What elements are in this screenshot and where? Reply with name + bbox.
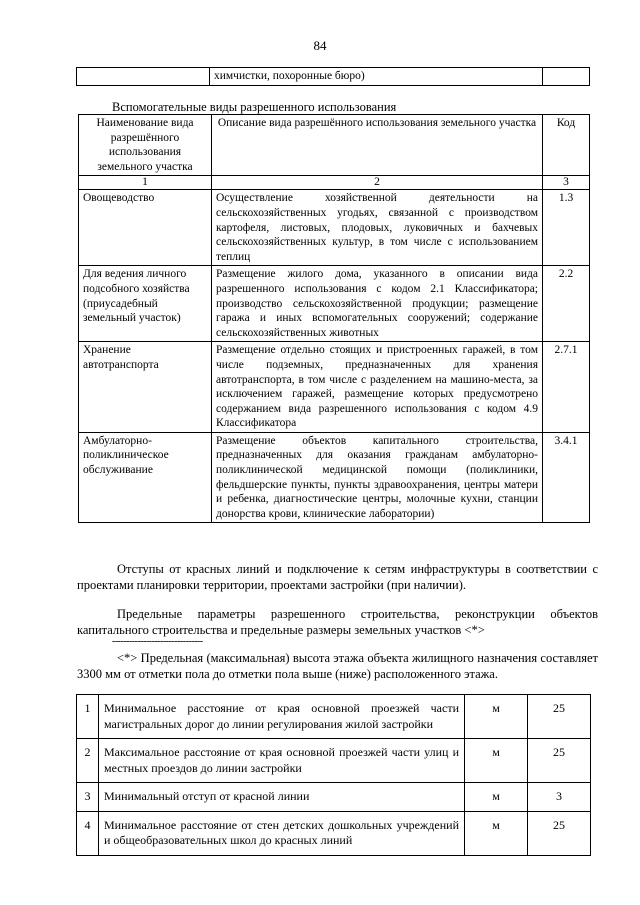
usage-name: Для ведения личного подсобного хозяйства (приусадебный земельный участок) [79, 266, 212, 342]
paragraph-parameters [77, 606, 598, 638]
usage-types-table [78, 114, 590, 523]
continuation-table [76, 67, 590, 86]
column-number: 3 [543, 176, 590, 190]
footnote [77, 650, 598, 682]
paragraph-setbacks [77, 561, 598, 593]
table-row [79, 190, 590, 266]
table-row [77, 695, 591, 739]
param-text: Минимальное расстояние от стен детских дошкольных учреждений и общеобразовательных школ до красных линий [99, 811, 465, 855]
table-row [79, 432, 590, 523]
header-description: Описание вида разрешённого использования земельного участка [212, 115, 543, 176]
usage-name: Амбулаторно-поликлиническое обслуживание [79, 432, 212, 523]
table-header-row [79, 115, 590, 176]
footnote-separator: -------------------------------- [112, 636, 203, 647]
empty-cell [543, 68, 590, 86]
param-value: 25 [528, 811, 591, 855]
section-title: Вспомогательные виды разрешенного использования [112, 100, 397, 114]
usage-description: Размещение отдельно стоящих и пристроенных гаражей, в том числе подземных, предназначенных для хранения автотранспорта, в том числе с разделением на машино-места, за исключением гаражей, размещение которых предусмотрено содержанием вида разрешенного использования с кодом 4.9 Классификатора [212, 342, 543, 433]
usage-name: Хранение автотранспорта [79, 342, 212, 433]
usage-code: 1.3 [543, 190, 590, 266]
param-number: 4 [77, 811, 99, 855]
usage-name: Овощеводство [79, 190, 212, 266]
param-unit: м [465, 783, 528, 812]
paragraph-text: Предельные параметры разрешенного строительства, реконструкции объектов капитального строительства и предельные размеры земельных участков <*> [77, 607, 598, 637]
param-text: Максимальное расстояние от края основной проезжей части улиц и местных проездов до линии застройки [99, 739, 465, 783]
empty-cell [77, 68, 210, 86]
usage-code: 2.2 [543, 266, 590, 342]
param-number: 3 [77, 783, 99, 812]
table-row [77, 783, 591, 812]
table-row [79, 342, 590, 433]
page-number: 84 [313, 38, 327, 53]
usage-description: Размещение жилого дома, указанного в описании вида разрешенного использования с кодом 2.1 Классификатора; производство сельскохозяйственной продукции; размещение гаража и иных вспомогательных сооружений; содержание сельскохозяйственных животных [212, 266, 543, 342]
param-unit: м [465, 739, 528, 783]
column-number-row [79, 176, 590, 190]
footnote-text: <*> Предельная (максимальная) высота этажа объекта жилищного назначения составляет 3300 мм от отметки пола до отметки пола выше (ниже) расположенного этажа. [77, 651, 598, 681]
table-row [77, 68, 590, 86]
continuation-cell: химчистки, похоронные бюро) [210, 68, 543, 86]
parameters-table [76, 694, 591, 856]
param-value: 25 [528, 739, 591, 783]
param-text: Минимальный отступ от красной линии [99, 783, 465, 812]
param-number: 2 [77, 739, 99, 783]
param-number: 1 [77, 695, 99, 739]
column-number: 2 [212, 176, 543, 190]
header-code: Код [543, 115, 590, 176]
param-unit: м [465, 811, 528, 855]
param-value: 3 [528, 783, 591, 812]
usage-description: Размещение объектов капитального строительства, предназначенных для оказания гражданам амбулаторно-поликлинической медицинской помощи (поликлиники, фельдшерские пункты, пункты здравоохранения, центры матери и ребенка, диагностические центры, молочные кухни, станции донорства крови, клинические лаборатории) [212, 432, 543, 523]
table-row [77, 739, 591, 783]
usage-code: 3.4.1 [543, 432, 590, 523]
table-row [77, 811, 591, 855]
table-row [79, 266, 590, 342]
paragraph-text: Отступы от красных линий и подключение к сетям инфраструктуры в соответствии с проектами планировки территории, проектами застройки (при наличии). [77, 562, 598, 592]
header-name: Наименование вида разрешённого использования земельного участка [79, 115, 212, 176]
usage-code: 2.7.1 [543, 342, 590, 433]
param-text: Минимальное расстояние от края основной проезжей части магистральных дорог до линии регулирования жилой застройки [99, 695, 465, 739]
usage-description: Осуществление хозяйственной деятельности на сельскохозяйственных угодьях, связанной с производством картофеля, листовых, плодовых, луковичных и бахчевых сельскохозяйственных культур, в том числе с использованием теплиц [212, 190, 543, 266]
param-value: 25 [528, 695, 591, 739]
column-number: 1 [79, 176, 212, 190]
param-unit: м [465, 695, 528, 739]
